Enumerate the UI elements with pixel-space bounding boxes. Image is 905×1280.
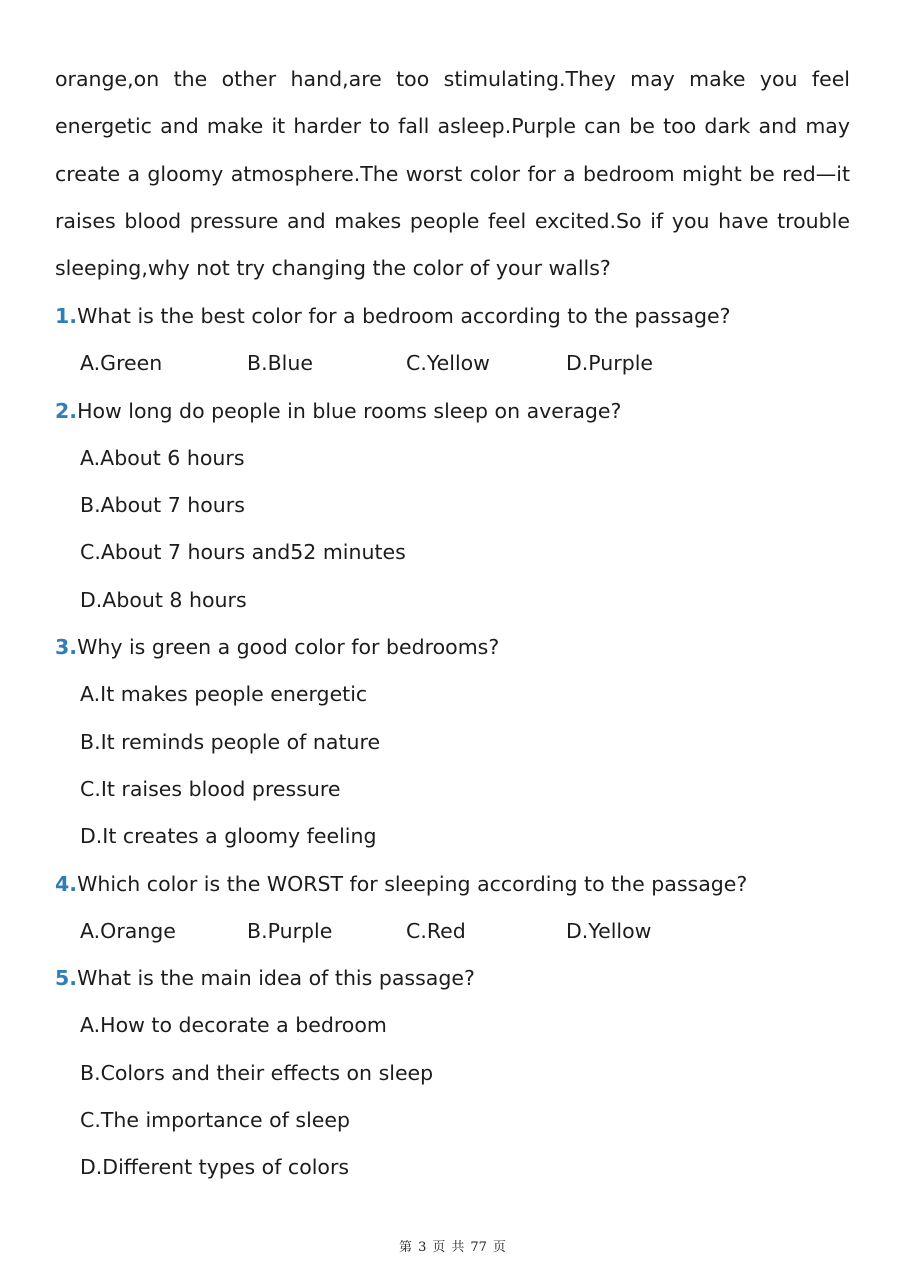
option-a: A.How to decorate a bedroom: [80, 1013, 387, 1038]
option-a: A.About 6 hours: [80, 445, 245, 470]
option-c: C.About 7 hours and52 minutes: [80, 540, 406, 565]
option-d: D.About 8 hours: [80, 587, 247, 612]
option-d: D.Purple: [566, 351, 654, 376]
passage-line: sleeping,why not try changing the color of your walls?: [55, 256, 611, 281]
question-text: What is the best color for a bedroom according to the passage?: [77, 304, 731, 328]
passage-line: raises blood pressure and makes people feel excited.So if you have trouble: [55, 208, 850, 233]
option-b: B.About 7 hours: [80, 493, 245, 518]
question-number: 4.: [55, 871, 78, 896]
question-list: [55, 293, 850, 1192]
option-a: A.Orange: [80, 918, 176, 943]
question-4-options: [55, 908, 850, 955]
option-c: C.It raises blood pressure: [80, 776, 341, 801]
question-text: What is the main idea of this passage?: [77, 966, 475, 991]
footer-ye2: 页: [492, 1240, 506, 1255]
option-b: B.Purple: [247, 918, 333, 943]
footer-gong: 共: [451, 1240, 465, 1255]
question-5: [55, 955, 850, 1002]
page-footer: [0, 1236, 905, 1255]
question-2: [55, 388, 850, 435]
reading-passage: [55, 56, 850, 292]
question-4: [55, 861, 850, 908]
question-1-options: [55, 340, 850, 387]
question-text: How long do people in blue rooms sleep on average?: [77, 398, 622, 423]
option-c: C.Red: [406, 918, 466, 943]
footer-ye: 页: [432, 1240, 446, 1255]
question-text: Why is green a good color for bedrooms?: [77, 635, 500, 660]
passage-line: energetic and make it harder to fall asleep.Purple can be too dark and may: [55, 114, 850, 139]
option-b: B.Blue: [247, 351, 313, 376]
passage-line: create a gloomy atmosphere.The worst color for a bedroom might be red—it: [55, 161, 850, 186]
option-a: A.Green: [80, 351, 163, 376]
question-3: [55, 624, 850, 671]
question-number: 5.: [55, 966, 78, 991]
total-pages: 77: [470, 1240, 487, 1255]
option-c: C.The importance of sleep: [80, 1108, 351, 1133]
question-number: 2.: [55, 398, 78, 423]
question-1: [55, 293, 850, 340]
option-c: C.Yellow: [406, 351, 490, 376]
footer-di: 第: [399, 1240, 413, 1255]
option-b: B.Colors and their effects on sleep: [80, 1060, 434, 1085]
option-a: A.It makes people energetic: [80, 682, 368, 707]
question-text: Which color is the WORST for sleeping according to the passage?: [77, 871, 748, 896]
option-d: D.Different types of colors: [80, 1155, 350, 1180]
question-number: 1.: [55, 304, 78, 328]
passage-line: orange,on the other hand,are too stimulating.They may make you feel: [55, 67, 850, 91]
option-b: B.It reminds people of nature: [80, 729, 381, 754]
option-d: D.It creates a gloomy feeling: [80, 824, 377, 849]
option-d: D.Yellow: [566, 918, 652, 943]
question-number: 3.: [55, 635, 78, 660]
page-number: 3: [418, 1240, 427, 1255]
